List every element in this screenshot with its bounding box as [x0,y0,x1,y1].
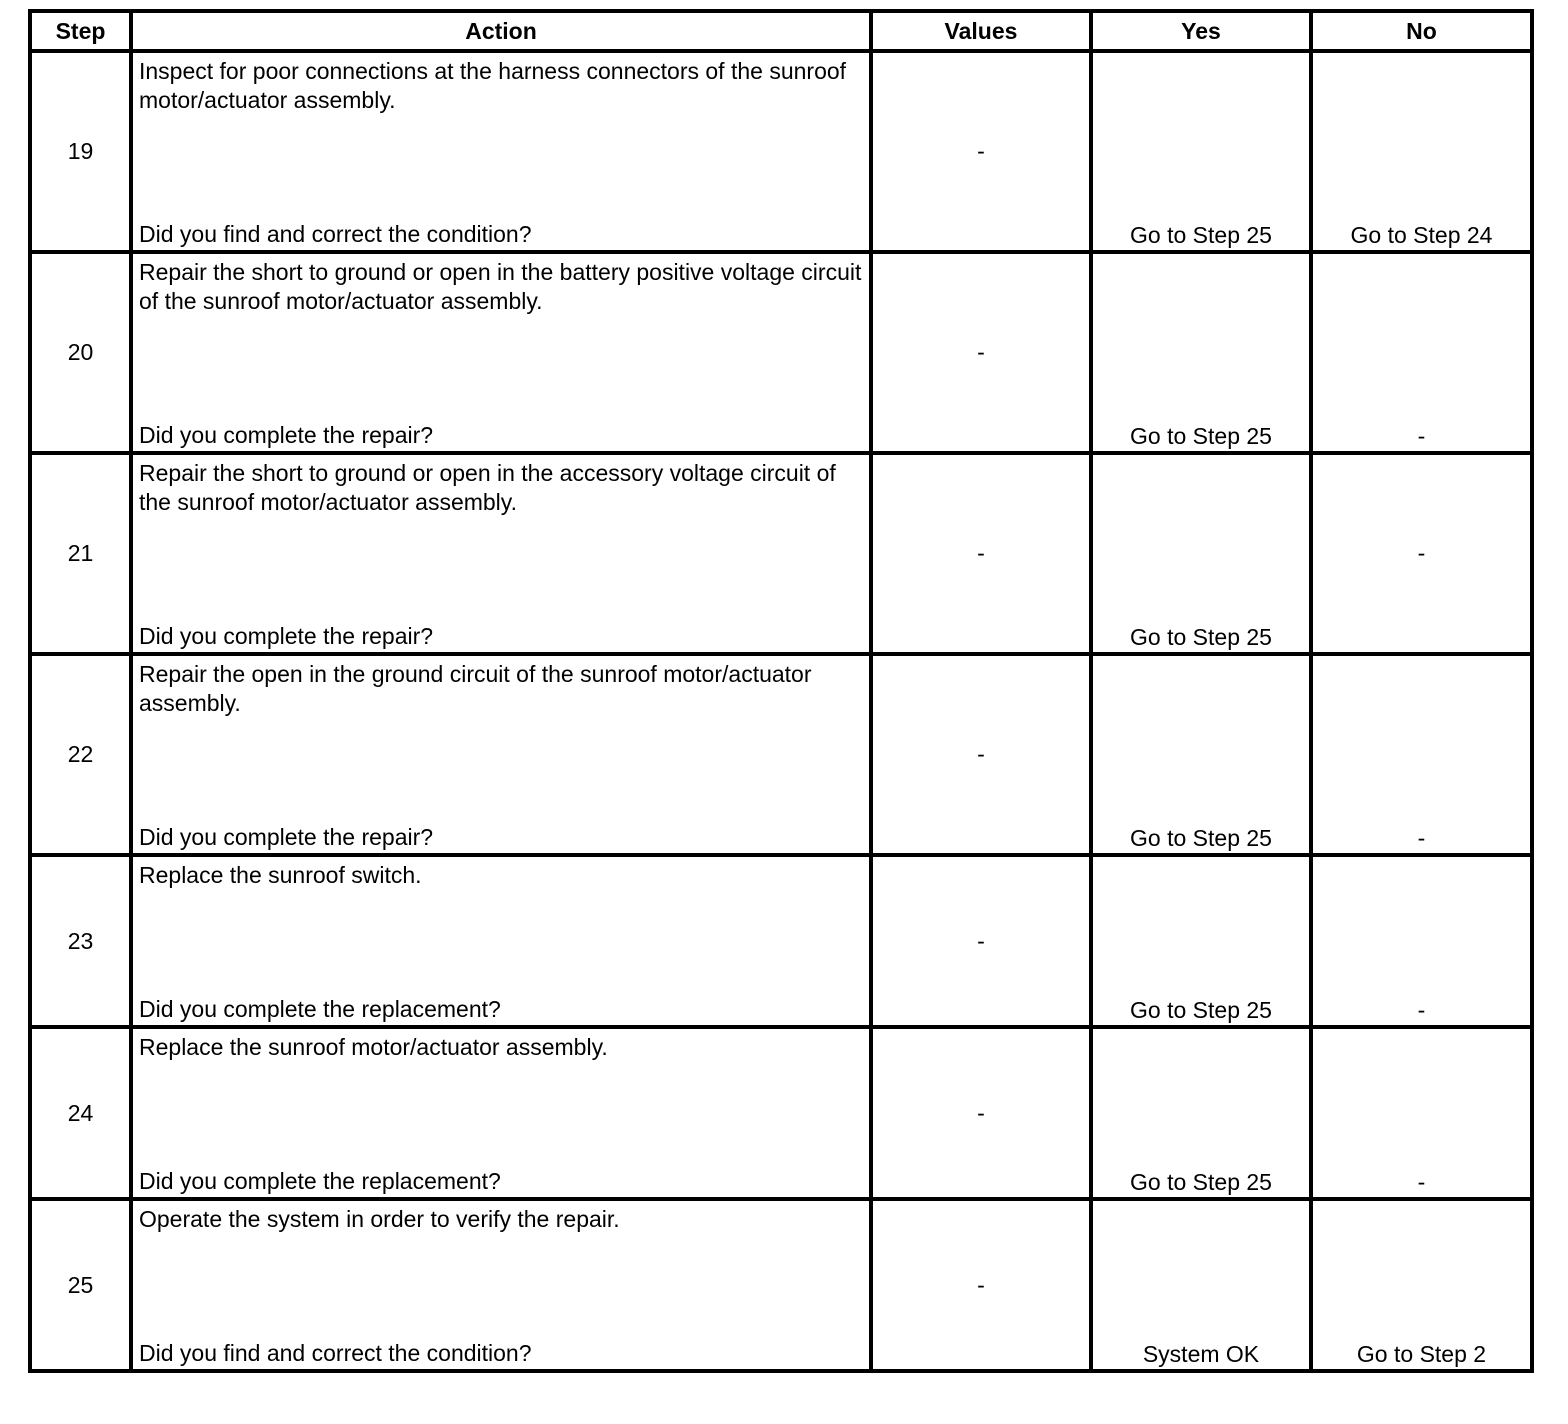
values-cell: - [871,1199,1091,1371]
header-row [30,11,1532,51]
values-cell: - [871,252,1091,453]
action-cell [131,1027,871,1199]
yes-cell: Go to Step 25 [1091,252,1311,453]
action-question: Did you find and correct the condition? [139,221,532,247]
action-cell [131,252,871,453]
action-text: Repair the short to ground or open in the accessory voltage circuit of the sunroof motor/actuator assembly. [139,460,836,515]
no-cell: - [1311,855,1532,1027]
step-number: 20 [30,252,131,453]
header-step: Step [30,11,131,51]
action-cell [131,654,871,855]
step-number: 25 [30,1199,131,1371]
action-cell [131,51,871,252]
step-number: 19 [30,51,131,252]
step-number: 21 [30,453,131,654]
action-question: Did you complete the replacement? [139,996,501,1022]
action-text: Replace the sunroof motor/actuator assembly. [139,1034,608,1060]
action-cell [131,855,871,1027]
diagnostic-table [28,9,1534,1373]
action-text: Repair the open in the ground circuit of the sunroof motor/actuator assembly. [139,661,812,716]
yes-cell: Go to Step 25 [1091,654,1311,855]
values-cell: - [871,1027,1091,1199]
yes-cell: Go to Step 25 [1091,51,1311,252]
table-row [30,1027,1532,1199]
header-values: Values [871,11,1091,51]
action-question: Did you find and correct the condition? [139,1340,532,1366]
table-row [30,252,1532,453]
no-cell: - [1311,252,1532,453]
table-row [30,654,1532,855]
table-row [30,51,1532,252]
no-cell: - [1311,1027,1532,1199]
action-question: Did you complete the repair? [139,623,434,649]
action-text: Operate the system in order to verify the repair. [139,1206,620,1232]
table-row [30,1199,1532,1371]
no-cell: Go to Step 2 [1311,1199,1532,1371]
header-no: No [1311,11,1532,51]
no-cell: - [1311,453,1532,654]
values-cell: - [871,51,1091,252]
yes-cell: Go to Step 25 [1091,1027,1311,1199]
action-question: Did you complete the repair? [139,422,434,448]
action-text: Inspect for poor connections at the harness connectors of the sunroof motor/actuator assembly. [139,58,847,113]
yes-cell: Go to Step 25 [1091,855,1311,1027]
action-cell [131,1199,871,1371]
header-action: Action [131,11,871,51]
values-cell: - [871,855,1091,1027]
action-cell [131,453,871,654]
action-question: Did you complete the repair? [139,824,434,850]
step-number: 24 [30,1027,131,1199]
values-cell: - [871,453,1091,654]
no-cell: - [1311,654,1532,855]
yes-cell: System OK [1091,1199,1311,1371]
action-question: Did you complete the replacement? [139,1168,501,1194]
values-cell: - [871,654,1091,855]
table-row [30,453,1532,654]
table-row [30,855,1532,1027]
action-text: Replace the sunroof switch. [139,862,422,888]
no-cell: Go to Step 24 [1311,51,1532,252]
header-yes: Yes [1091,11,1311,51]
action-text: Repair the short to ground or open in the battery positive voltage circuit of the sunroof motor/actuator assembly. [139,259,862,314]
step-number: 22 [30,654,131,855]
yes-cell: Go to Step 25 [1091,453,1311,654]
step-number: 23 [30,855,131,1027]
